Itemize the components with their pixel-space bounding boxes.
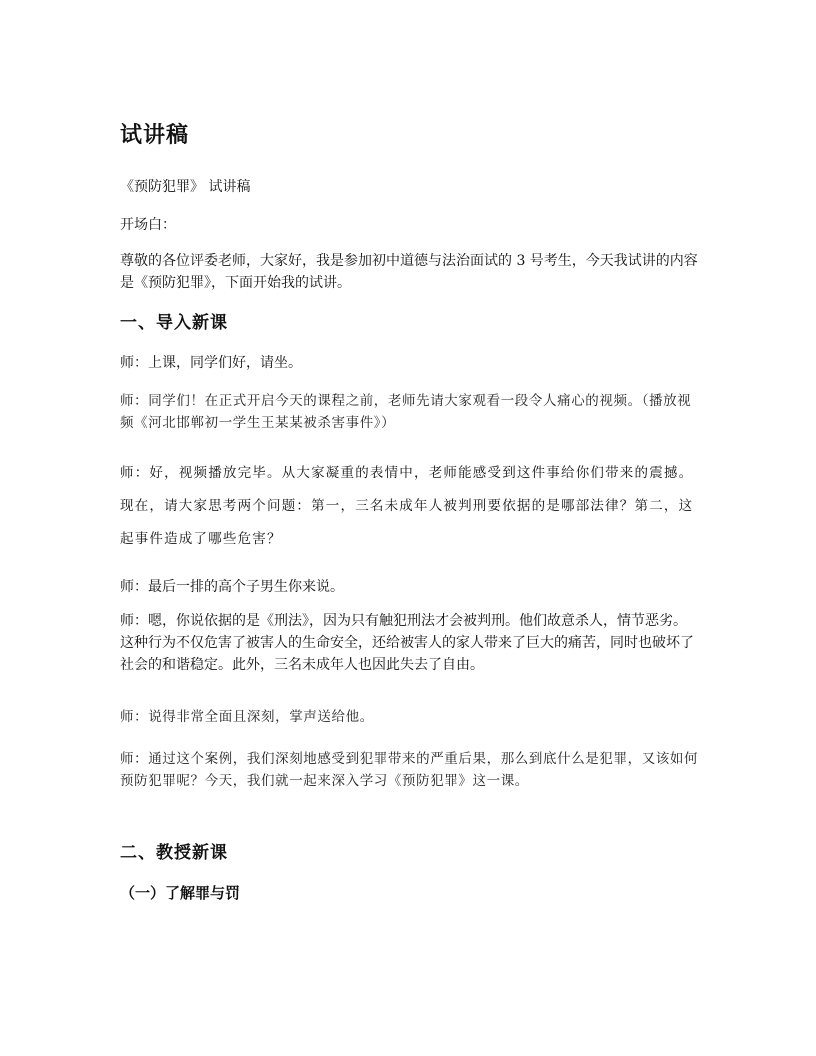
dialogue-paragraph: 师：同学们！在正式开启今天的课程之前，老师先请大家观看一段令人痛心的视频。（播放视频《河北邯郸初一学生王某某被杀害事件》） — [120, 393, 692, 431]
dialogue-paragraph: 师：嗯，你说依据的是《刑法》，因为只有触犯刑法才会被判刑。他们故意杀人，情节恶劣。这种行为不仅危害了被害人的生命安全，还给被害人的家人带来了巨大的痛苦，同时也破坏了社会的和谐稳定。此外，三名未成年人也因此失去了自由。 — [120, 613, 694, 673]
subsection-heading: （一）了解罪与罚 — [120, 884, 241, 902]
opening-label: 开场白： — [120, 217, 176, 233]
document-title: 试讲稿 — [120, 122, 190, 148]
dialogue-paragraph: 师：通过这个案例，我们深刻地感受到犯罪带来的严重后果，那么到底什么是犯罪，又该如何预防犯罪呢？今天，我们就一起来深入学习《预防犯罪》这一课。 — [120, 751, 699, 789]
dialogue-paragraph: 师：说得非常全面且深刻，掌声送给他。 — [120, 709, 374, 725]
dialogue-paragraph: 师：好，视频播放完毕。从大家凝重的表情中，老师能感受到这件事给你们带来的震撼。现在，请大家思考两个问题：第一，三名未成年人被判刑要依据的是哪部法律？第二，这起事件造成了哪些危害？ — [120, 465, 694, 547]
section-heading-teaching: 二、教授新课 — [120, 843, 228, 863]
document-subtitle: 《预防犯罪》 试讲稿 — [120, 179, 251, 195]
dialogue-paragraph: 师：最后一排的高个子男生你来说。 — [120, 579, 344, 595]
section-heading-intro: 一、导入新课 — [120, 313, 228, 333]
dialogue-paragraph: 师：上课，同学们好，请坐。 — [120, 355, 302, 371]
intro-paragraph: 尊敬的各位评委老师，大家好，我是参加初中道德与法治面试的 3 号考生，今天我试讲的内容是《预防犯罪》，下面开始我的试讲。 — [120, 253, 698, 291]
